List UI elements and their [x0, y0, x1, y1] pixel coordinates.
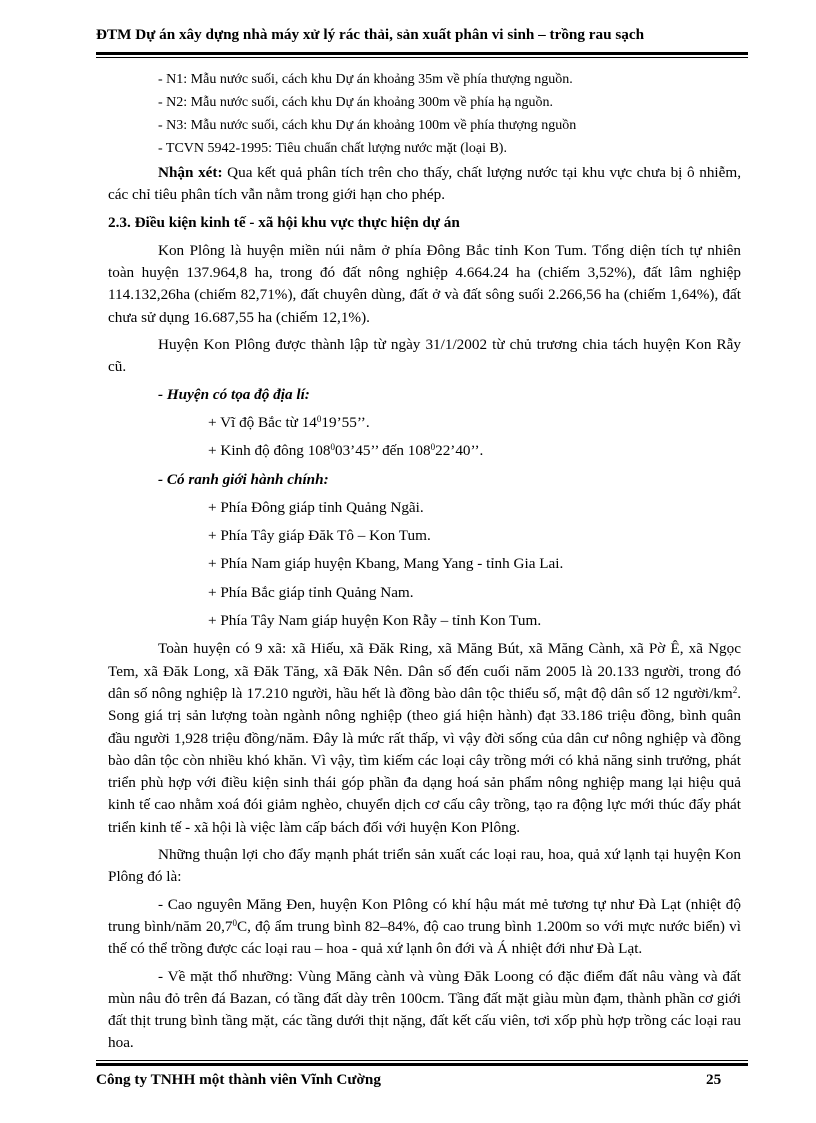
- sample-item: - TCVN 5942-1995: Tiêu chuẩn chất lượng nước mặt (loại B).: [158, 141, 507, 156]
- sample-item: - N1: Mẫu nước suối, cách khu Dự án khoảng 35m về phía thượng nguồn.: [158, 72, 573, 87]
- paragraph-climate: [108, 894, 741, 961]
- footer-rule-thick: [96, 1063, 748, 1066]
- coords-heading: - Huyện có tọa độ địa lí:: [158, 385, 310, 403]
- footer-rule-thin: [96, 1060, 748, 1061]
- paragraph-population: [108, 638, 741, 839]
- footer-company: Công ty TNHH một thành viên Vĩnh Cường: [96, 1071, 381, 1088]
- border-item: + Phía Tây giáp Đăk Tô – Kon Tum.: [208, 527, 431, 545]
- climate-text: C, độ ẩm trung bình 82–84%, độ cao trung bình 1.200m so với mực nước biển) vì thế có thể trồng được các loại rau – hoa - quả xứ lạnh ôn đới và Á nhiệt đới như Đà Lạt.: [108, 917, 741, 958]
- border-item: + Phía Nam giáp huyện Kbang, Mang Yang - tỉnh Gia Lai.: [208, 555, 564, 573]
- degree-sup: 0: [330, 442, 335, 453]
- sample-item: - N3: Mẫu nước suối, cách khu Dự án khoảng 100m về phía thượng nguồn: [158, 118, 577, 133]
- document-body: [108, 70, 741, 1060]
- coord-lon-text: 22’40’’.: [435, 442, 484, 460]
- page-number: 25: [706, 1071, 722, 1088]
- remark-text: Qua kết quả phân tích trên cho thấy, chất lượng nước tại khu vực chưa bị ô nhiễm, các chỉ tiêu phân tích vẫn nằm trong giới hạn cho phép.: [108, 164, 741, 204]
- coord-latitude: [208, 412, 741, 434]
- section-heading: 2.3. Điều kiện kinh tế - xã hội khu vực thực hiện dự án: [108, 213, 460, 231]
- degree-sup: 0: [316, 413, 322, 424]
- remark-label: Nhận xét:: [158, 164, 223, 181]
- header-rule-thin: [96, 57, 748, 58]
- degree-sup: 0: [430, 442, 436, 453]
- coord-lon-text: 03’45’’ đến 108: [334, 442, 431, 460]
- remark-paragraph: [108, 162, 741, 207]
- population-text: Toàn huyện có 9 xã: xã Hiếu, xã Đăk Ring, xã Măng Bút, xã Măng Cành, xã Pờ Ê, xã Ngọc Tem, xã Đăk Long, xã Đăk Tăng, xã Đăk Nên. Dân số đến cuối năm 2005 là 20.133 người, trong đó dân số nông nghiệp là 17.210 người, hầu hết là đồng bào dân tộc thiểu số, mật độ dân số 12 người/km: [108, 640, 741, 702]
- population-text: . Song giá trị sản lượng toàn ngành nông nghiệp (theo giá hiện hành) đạt 33.186 triệu đồng, bình quân đầu người 1,928 triệu đồng/năm. Đây là mức rất thấp, vì vậy đời sống của dân cư nông nghiệp và đồng bào dân tộc còn nhiều khó khăn. Vì vậy, tìm kiếm các loại cây trồng mới có khả năng sinh trưởng, phát triển phù hợp với điều kiện sinh thái góp phần đa dạng hoá sản phẩm nông nghiệp mang lại hiệu quả kinh tế cao nhằm xoá đói giảm nghèo, chuyển dịch cơ cấu cây trồng, tạo ra động lực mới thúc đẩy phát triển kinh tế - xã hội là việc làm cấp bách đối với huyện Kon Plông.: [108, 684, 741, 836]
- borders-heading: - Có ranh giới hành chính:: [158, 470, 329, 488]
- sample-item: - N2: Mẫu nước suối, cách khu Dự án khoảng 300m về phía hạ nguồn.: [158, 95, 554, 110]
- border-item: + Phía Bắc giáp tỉnh Quảng Nam.: [208, 583, 414, 601]
- km2-sup: 2: [732, 684, 738, 695]
- paragraph-soil: - Về mặt thổ nhưỡng: Vùng Măng cành và vùng Đăk Loong có đặc điểm đất nâu vàng và đất mùn nâu đỏ trên đá Bazan, có tầng đất dày trên 100cm. Tầng đất mặt giàu mùn đạm, thành phần cơ giới đất thịt trung bình tầng mặt, các tầng dưới thịt nặng, đất kết cấu viên, tơi xốp phù hợp trồng các loại rau hoa.: [108, 967, 741, 1052]
- border-item: + Phía Đông giáp tỉnh Quảng Ngãi.: [208, 498, 424, 516]
- climate-text: - Cao nguyên Măng Đen, huyện Kon Plông có khí hậu mát mẻ tương tự như Đà Lạt (nhiệt độ trung bình/năm 20,7: [108, 895, 741, 935]
- border-item: + Phía Tây Nam giáp huyện Kon Rẫy – tỉnh Kon Tum.: [208, 612, 542, 630]
- page-header-title: ĐTM Dự án xây dựng nhà máy xử lý rác thải, sản xuất phân vi sinh – trồng rau sạch: [96, 26, 645, 43]
- coord-lat-text: + Vĩ độ Bắc từ 14: [208, 413, 317, 431]
- coord-lon-text: + Kinh độ đông 108: [208, 442, 331, 460]
- header-rule-thick: [96, 52, 748, 55]
- paragraph-establishment: Huyện Kon Plông được thành lập từ ngày 31/1/2002 từ chủ trương chia tách huyện Kon Rẫy cũ.: [108, 336, 741, 376]
- coord-longitude: [208, 440, 741, 462]
- paragraph-area: Kon Plông là huyện miền núi nằm ở phía Đông Bắc tỉnh Kon Tum. Tổng diện tích tự nhiên toàn huyện 137.964,8 ha, trong đó đất nông nghiệp 4.664.24 ha (chiếm 3,52%), đất lâm nghiệp 114.132,26ha (chiếm 82,71%), đất chuyên dùng, đất ở và đất sông suối 2.266,56 ha (chiếm 1,64%), đất chưa sử dụng 16.687,55 ha (chiếm 12,1%).: [108, 241, 741, 326]
- paragraph-advantages: Những thuận lợi cho đẩy mạnh phát triển sản xuất các loại rau, hoa, quả xứ lạnh tại huyện Kon Plông đó là:: [108, 846, 741, 886]
- degree-sup: 0: [232, 917, 237, 928]
- coord-lat-text: 19’55’’.: [321, 413, 370, 431]
